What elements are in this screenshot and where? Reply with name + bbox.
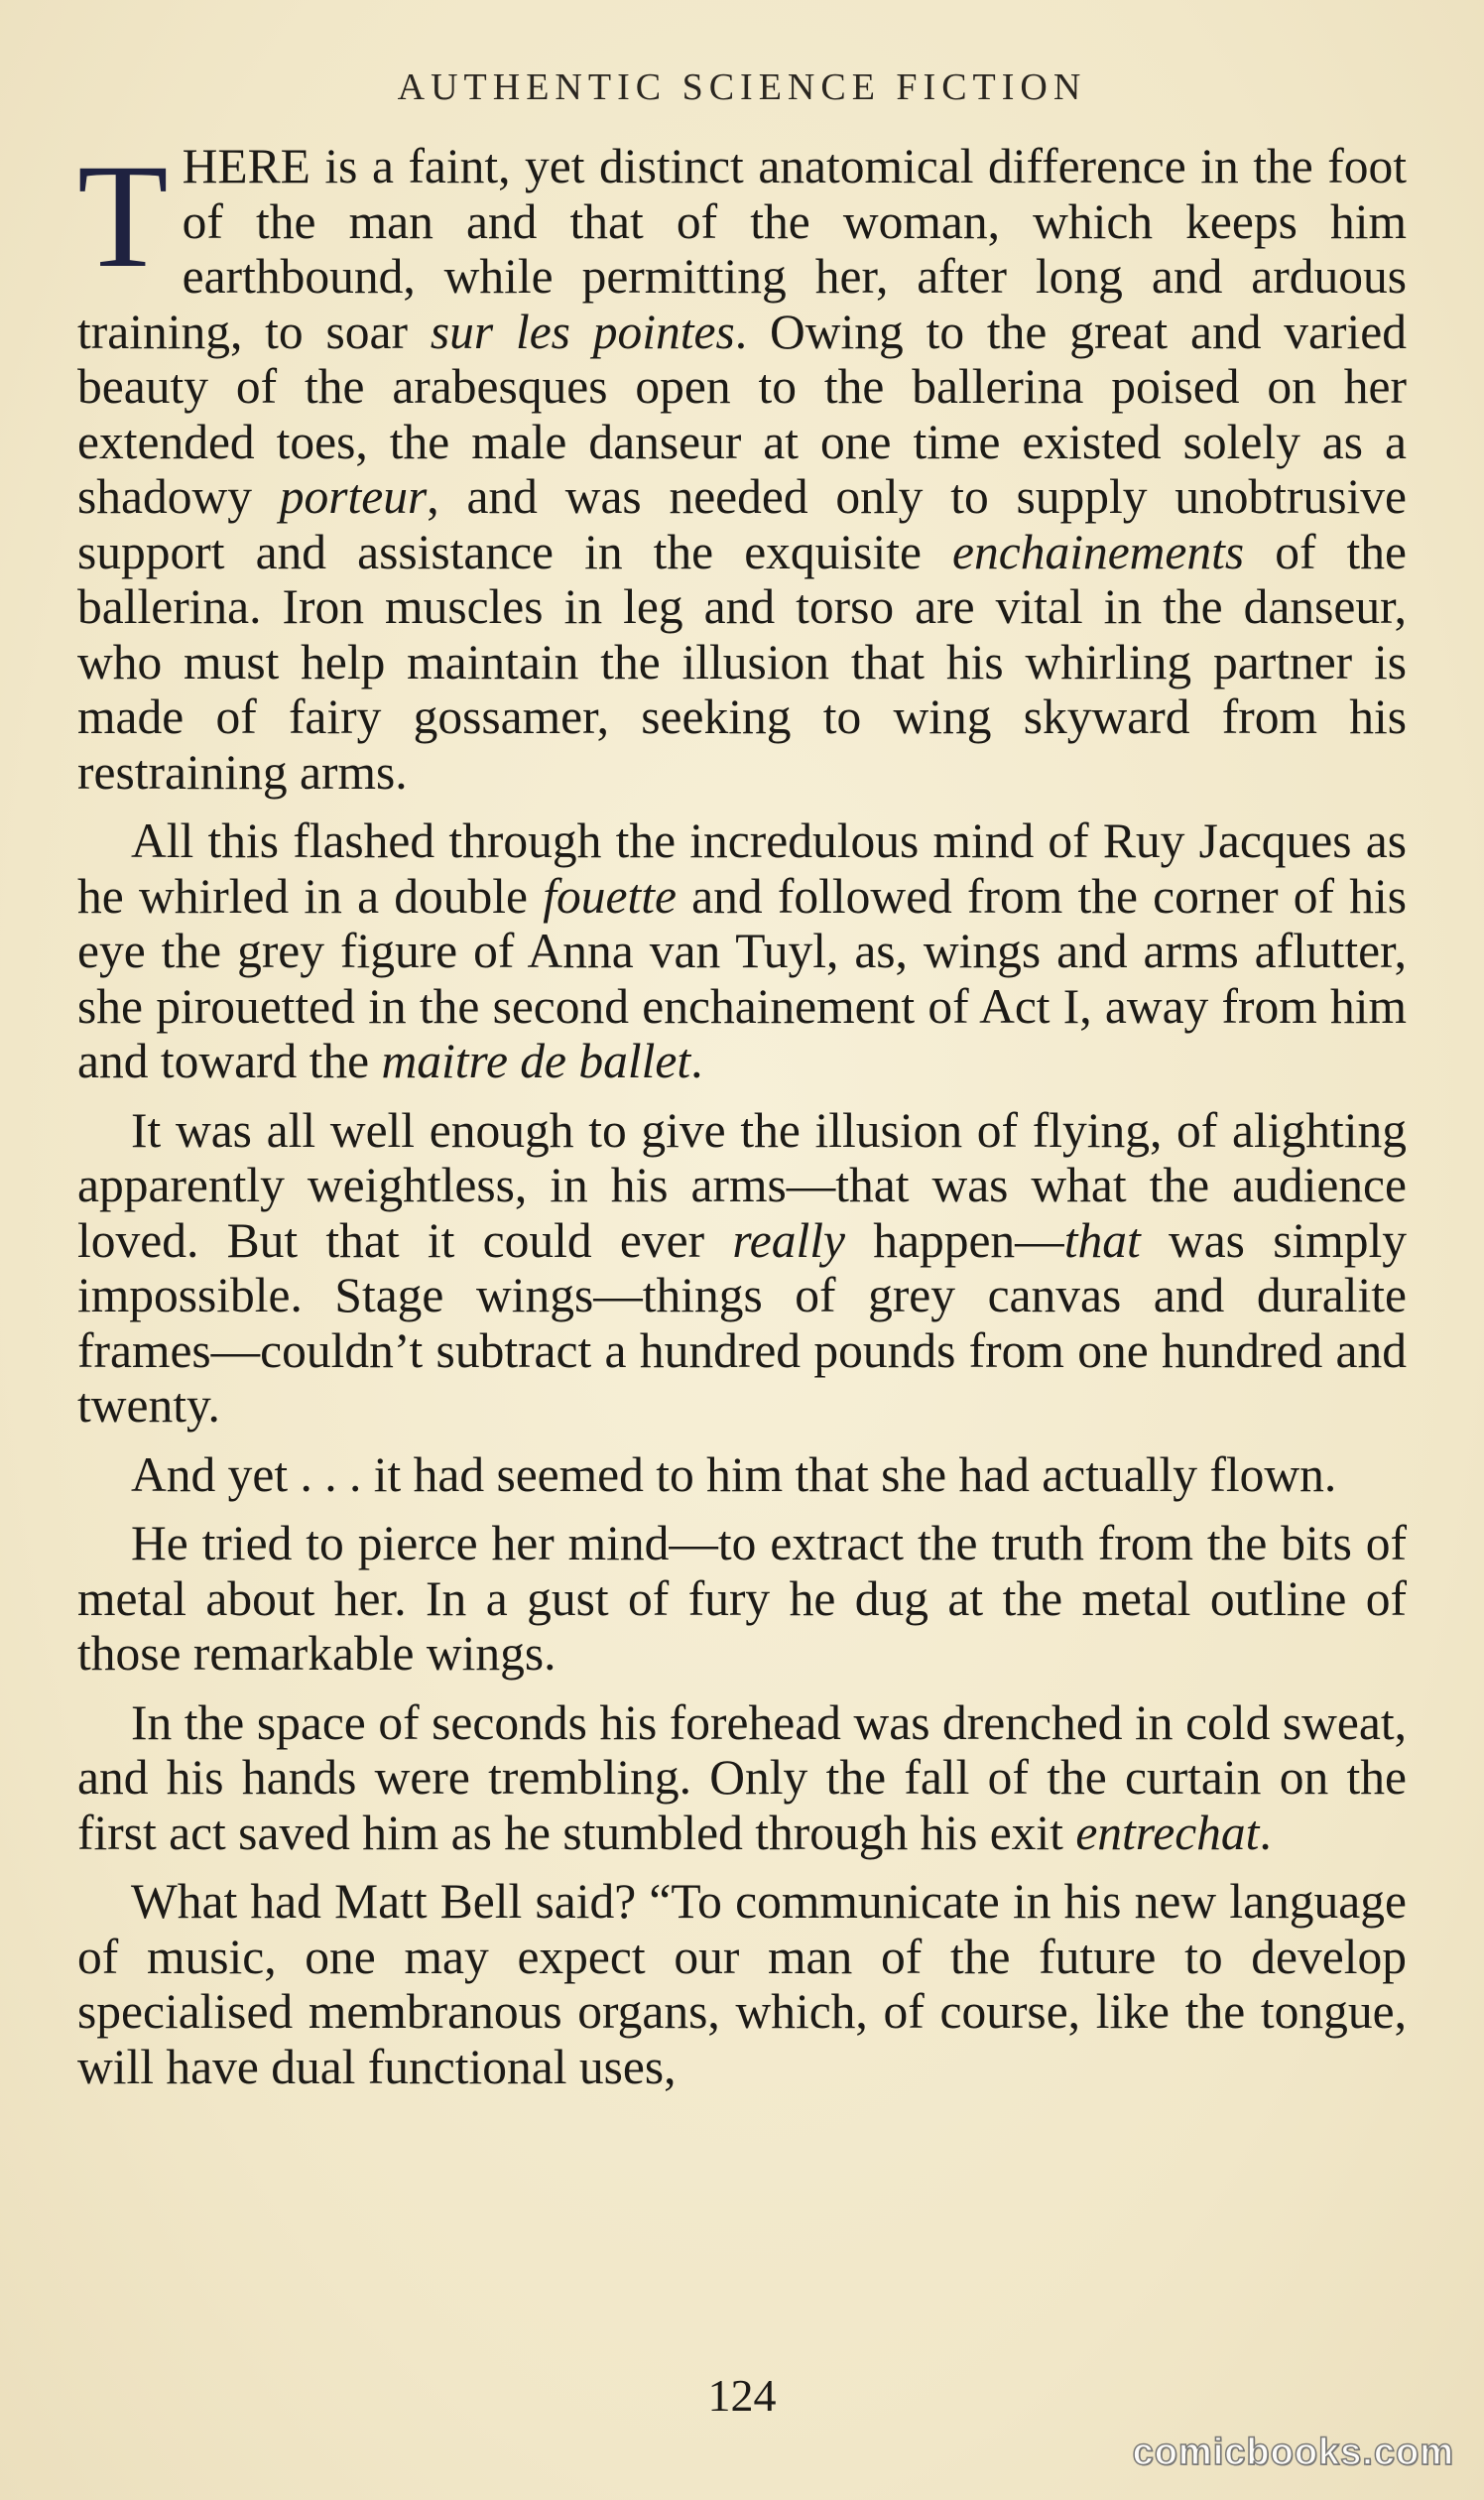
text-run: . Owing to the great and varied beauty of the arabesques open to the ballerina poised on her extended toes, the male danseur at one time existed solely as a shadowy xyxy=(77,304,1407,524)
text-run: , and was needed only to supply unobtrusive support and assistance in the exquisite xyxy=(77,469,1408,579)
body-text xyxy=(77,134,1408,2108)
text-run: What had Matt Bell said? “To communicate in his new language of music, one may expect our man of the future to develop specialised membranous organs, which, of course, like the tongue, will have dual functional uses, xyxy=(77,1874,1407,2094)
text-run: It was all well enough to give the illusion of flying, of alighting apparently weightless, in his arms—that was what the audience loved. But that it could ever xyxy=(77,1102,1407,1268)
italic-text: maitre de ballet xyxy=(381,1034,691,1088)
running-head: AUTHENTIC SCIENCE FICTION xyxy=(397,66,1087,108)
text-run: HERE is a faint, yet distinct anatomical difference in the foot of the man and that of the woman, which keeps him earthbound, while permitting her, after long and arduous training, to soar xyxy=(77,139,1407,359)
paragraph xyxy=(77,1874,1407,2094)
page-number: 124 xyxy=(707,2370,777,2421)
italic-text: sur les pointes xyxy=(430,304,735,359)
text-run: . xyxy=(1259,1805,1272,1860)
text-run: of the ballerina. Iron muscles in leg and torso are vital in the danseur, who must help maintain the illusion that his whirling partner is made of fairy gossamer, seeking to wing skyward from his restraining arms. xyxy=(77,524,1407,800)
paragraph xyxy=(77,813,1407,1089)
italic-text: really xyxy=(732,1212,845,1268)
drop-cap: T xyxy=(77,134,169,299)
text-run: He tried to pierce her mind—to extract the truth from the bits of metal about her. In a gust of fury he dug at the metal outline of those remarkable wings. xyxy=(77,1516,1407,1681)
paragraph xyxy=(77,1695,1407,1861)
paragraph xyxy=(77,1447,1407,1503)
paragraph xyxy=(77,1516,1407,1682)
text-run: was simply impossible. Stage wings—things of grey canvas and duralite frames—couldn’t subtract a hundred pounds from one hundred and twenty. xyxy=(77,1212,1407,1433)
text-run: happen— xyxy=(844,1212,1064,1268)
paragraph xyxy=(77,134,1408,800)
text-run: All this flashed through the incredulous mind of Ruy Jacques as he whirled in a double xyxy=(77,813,1407,924)
text-run: And yet . . . it had seemed to him that she had actually flown. xyxy=(131,1446,1337,1502)
text-run: and followed from the corner of his eye the grey figure of Anna van Tuyl, as, wings and arms aflutter, she pirouetted in the second enchainement of Act I, away from him and toward the xyxy=(77,868,1408,1088)
italic-text: porteur xyxy=(279,469,428,524)
paragraph xyxy=(77,1103,1407,1434)
text-run: . xyxy=(690,1034,703,1088)
italic-text: fouette xyxy=(543,868,677,924)
italic-text: that xyxy=(1063,1212,1141,1268)
italic-text: entrechat xyxy=(1075,1805,1260,1860)
watermark-logo: comicbooks.com xyxy=(1132,2432,1454,2473)
italic-text: enchainements xyxy=(952,524,1245,579)
text-run: In the space of seconds his forehead was drenched in cold sweat, and his hands were trembling. Only the fall of the curtain on the first act saved him as he stumbled through his exit xyxy=(77,1694,1407,1860)
